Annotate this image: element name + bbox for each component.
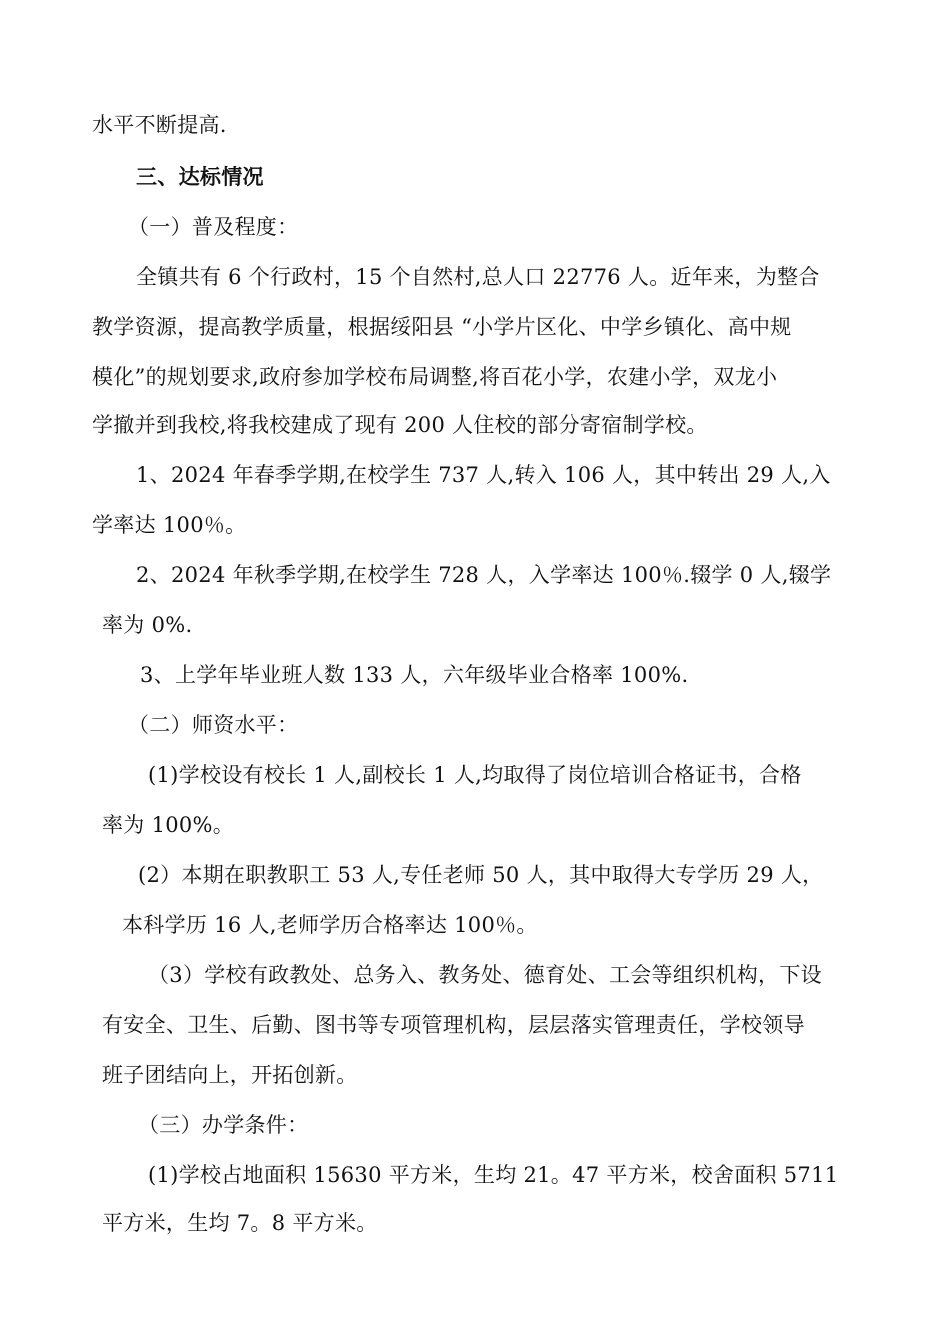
paragraph-line: 3、上学年毕业班人数 133 人，六年级毕业合格率 100%. bbox=[140, 663, 689, 687]
paragraph-line: 平方米，生均 7。8 平方米。 bbox=[102, 1211, 378, 1235]
paragraph-line: 2、2024 年秋季学期,在校学生 728 人，入学率达 100％.辍学 0 人,辍学 bbox=[136, 563, 832, 587]
paragraph-line: (2）本期在职教职工 53 人,专任老师 50 人，其中取得大专学历 29 人， bbox=[138, 863, 824, 887]
paragraph-line: 水平不断提高. bbox=[92, 113, 227, 137]
paragraph-line: 学率达 100％。 bbox=[92, 513, 247, 537]
subsection-heading: （一）普及程度： bbox=[128, 215, 299, 239]
paragraph-line: 有安全、卫生、后勤、图书等专项管理机构，层层落实管理责任，学校领导 bbox=[102, 1013, 805, 1037]
paragraph-line: 率为 100%。 bbox=[102, 813, 235, 837]
paragraph-line: 模化”的规划要求,政府参加学校布局调整,将百花小学，农建小学，双龙小 bbox=[92, 365, 778, 389]
paragraph-line: 教学资源，提高教学质量，根据绥阳县 “小学片区化、中学乡镇化、高中规 bbox=[92, 315, 792, 339]
paragraph-line: (1)学校设有校长 1 人,副校长 1 人,均取得了岗位培训合格证书，合格 bbox=[148, 763, 802, 787]
paragraph-line: 本科学历 16 人,老师学历合格率达 100％。 bbox=[122, 913, 538, 937]
paragraph-line: （3）学校有政教处、总务入、教务处、德育处、工会等组织机构，下设 bbox=[148, 963, 822, 987]
paragraph-line: 班子团结向上，开拓创新。 bbox=[102, 1063, 358, 1087]
paragraph-line: (1)学校占地面积 15630 平方米，生均 21。47 平方米，校舍面积 5711 bbox=[148, 1163, 839, 1187]
paragraph-line: 全镇共有 6 个行政村，15 个自然村,总人口 22776 人。近年来，为整合 bbox=[136, 265, 820, 289]
section-heading: 三、达标情况 bbox=[136, 164, 264, 189]
subsection-heading: （三）办学条件： bbox=[138, 1113, 309, 1137]
paragraph-line: 率为 0%. bbox=[102, 613, 193, 637]
paragraph-line: 1、2024 年春季学期,在校学生 737 人,转入 106 人，其中转出 29 人,入 bbox=[136, 463, 831, 487]
paragraph-line: 学撤并到我校,将我校建成了现有 200 人住校的部分寄宿制学校。 bbox=[92, 413, 708, 437]
subsection-heading: （二）师资水平： bbox=[128, 713, 299, 737]
